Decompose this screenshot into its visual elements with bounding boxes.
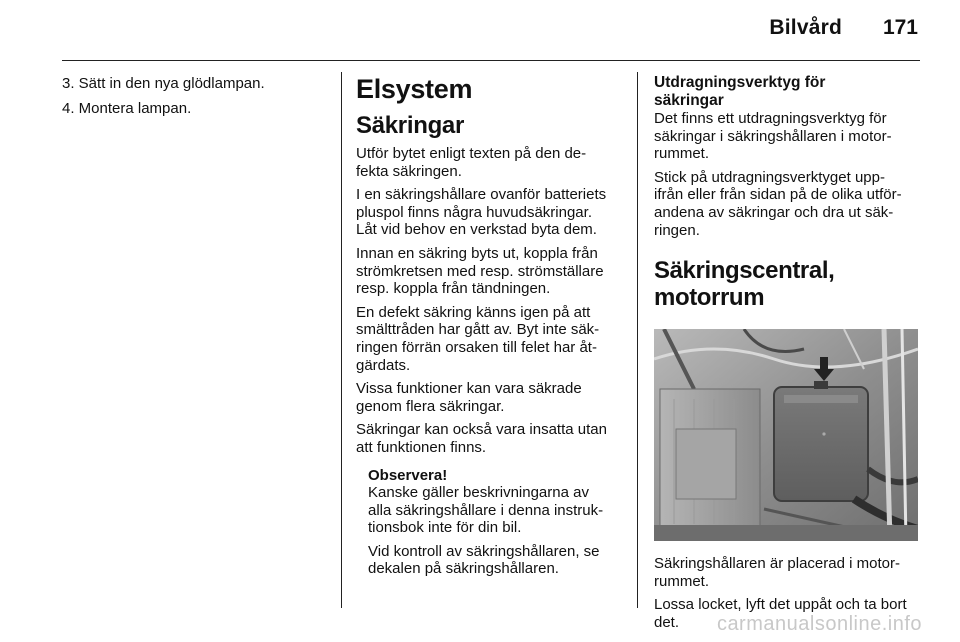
text-line: Stick på utdragningsverktyget upp- [654, 168, 885, 186]
paragraph [356, 245, 628, 298]
text-line: Lossa locket, lyft det uppåt och ta bort [654, 596, 907, 614]
text-line: Vid kontroll av säkringshållaren, se [368, 542, 600, 560]
note-paragraph [368, 484, 628, 537]
text-line: tionsbok inte för din bil. [368, 519, 522, 537]
text-line: Låt vid behov en verkstad byta dem. [356, 221, 597, 239]
paragraph [654, 110, 922, 163]
chapter-heading: Elsystem [356, 74, 473, 104]
watermark: carmanualsonline.info [716, 613, 922, 635]
paragraph [654, 169, 922, 239]
engine-fusebox-photo [654, 329, 918, 541]
text-line: fekta säkringen. [356, 162, 462, 180]
text-line: gärdats. [356, 356, 411, 374]
note-box [356, 467, 628, 579]
section-heading-fuses: Säkringar [356, 112, 465, 139]
subsection-heading [654, 74, 922, 110]
paragraph [654, 555, 922, 590]
text-line: rummet. [654, 145, 710, 163]
text-line: det. [654, 613, 680, 631]
text-line: smälttråden har gått av. Byt inte säk- [356, 321, 600, 339]
page-number: 171 [882, 16, 918, 39]
text-line: ifrån eller från sidan på de olika utför- [654, 186, 902, 204]
text-line: alla säkringshållare i denna instruk- [368, 501, 604, 519]
text-line: I en säkringshållare ovanför batteriets [356, 186, 607, 204]
paragraph [356, 304, 628, 374]
text-line: andena av säkringar och dra ut säk- [654, 203, 894, 221]
text-line: Säkringar kan också vara insatta utan [356, 421, 607, 439]
text-line: Utdragningsverktyg för [654, 74, 826, 91]
text-line: att funktionen finns. [356, 438, 487, 456]
note-title: Observera! [368, 466, 448, 484]
text-line: Kanske gäller beskrivningarna av [368, 484, 589, 502]
section-heading-fusebox: Säkringscentral, motorrum [654, 257, 835, 312]
text-line: resp. koppla från tändningen. [356, 280, 551, 298]
text-line: Utför bytet enligt texten på den de- [356, 145, 587, 162]
engine-bay-illustration [654, 329, 918, 541]
text-line: ringen förrän orsaken till felet har åt- [356, 338, 597, 356]
text-line: strömkretsen med resp. strömställare [356, 262, 604, 280]
text-line: genom flera säkringar. [356, 397, 505, 415]
text-line: rummet. [654, 572, 710, 590]
column-1 [62, 74, 332, 124]
paragraph [356, 186, 628, 239]
column-divider-2 [637, 72, 638, 608]
text-line: pluspol finns några huvudsäkringar. [356, 203, 592, 221]
text-line: säkringar [654, 92, 724, 109]
text-line: ringen. [654, 221, 700, 239]
list-item-step-3: 3. Sätt in den nya glödlampan. [62, 75, 265, 92]
text-line: Säkringshållaren är placerad i motor- [654, 555, 900, 573]
text-line: Det finns ett utdragningsverktyg för [654, 110, 887, 127]
text-line: Innan en säkring byts ut, koppla från [356, 244, 598, 262]
paragraph [356, 421, 628, 456]
page-header [0, 0, 960, 62]
section-title: Bilvård [769, 16, 842, 39]
paragraph [356, 380, 628, 415]
column-3 [654, 74, 922, 632]
text-line: säkringar i säkringshållaren i motor- [654, 127, 892, 145]
note-paragraph [368, 543, 628, 578]
text-line: Vissa funktioner kan vara säkrade [356, 380, 582, 398]
column-divider-1 [341, 72, 342, 608]
column-2 [356, 74, 628, 578]
list-item-step-4: 4. Montera lampan. [62, 100, 192, 117]
text-line: En defekt säkring känns igen på att [356, 303, 591, 321]
paragraph [356, 145, 628, 180]
text-line: dekalen på säkringshållaren. [368, 560, 559, 578]
header-rule [62, 60, 920, 61]
